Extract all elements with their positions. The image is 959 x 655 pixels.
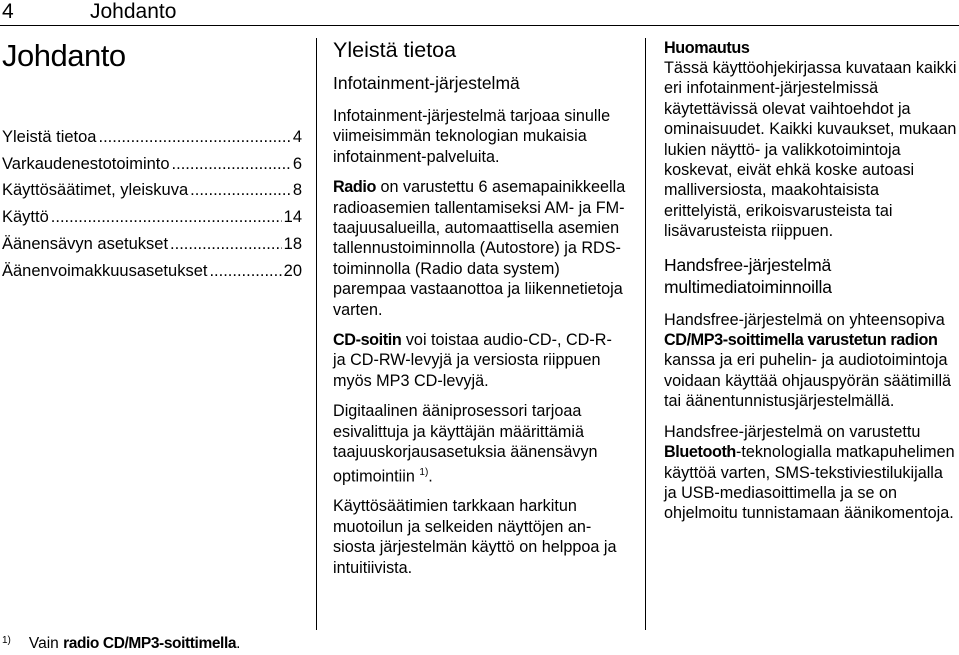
toc-item[interactable]: [2, 231, 302, 258]
hf-term: CD/MP3-soittimella varustetun radion: [664, 331, 938, 350]
column-divider: [645, 38, 646, 630]
cd-text: voi toistaa audio-CD-, CD-R- ja CD-RW-levyjä ja versiosta riippuen myös MP3 CD-levyjä.: [333, 331, 612, 390]
note-column: [664, 38, 959, 534]
cd-paragraph: [333, 330, 628, 391]
subsection-title: Handsfree-järjestelmä multimediatoiminnoilla: [664, 254, 832, 297]
footnote-text: .: [236, 635, 241, 652]
table-of-contents: [2, 124, 302, 284]
footnote-term: radio CD/MP3-soittimella: [63, 635, 237, 652]
toc-label: Äänensävyn asetukset: [2, 234, 169, 253]
toc-leader: [170, 231, 282, 258]
hf-text: kanssa ja eri puhelin- ja audiotoimintoja voidaan käyttää ohjauspyörän säätimillä tai äänentunnistusjärjestelmällä.: [664, 351, 952, 411]
note-title: Huomautus: [664, 39, 750, 57]
header-rule: [0, 25, 959, 26]
radio-paragraph: [333, 177, 628, 320]
toc-leader: [172, 151, 291, 178]
toc-page: 14: [283, 208, 302, 227]
toc-page: 4: [292, 128, 302, 146]
toc-page: 18: [283, 234, 302, 253]
section-title: Yleistä tietoa: [333, 38, 457, 62]
chapter-title: Johdanto: [2, 38, 126, 73]
column-divider: [316, 38, 317, 630]
toc-item[interactable]: [2, 204, 302, 231]
intro-paragraph: Infotainment-järjestelmä tarjoaa sinulle viimeisimmän teknologian mukaisia infotainment-palveluita.: [333, 107, 611, 166]
footnote: [2, 635, 240, 653]
radio-term: Radio: [333, 178, 376, 197]
controls-paragraph: Käyttösäätimien tarkkaan harkitun muotoilun ja selkeiden näyttöjen ansiosta järjestelmän käyttö on helppoa ja intuitiivista.: [333, 497, 617, 577]
toc-label: Käyttö: [2, 208, 49, 227]
handsfree-paragraph: [664, 310, 959, 412]
toc-item[interactable]: [2, 258, 302, 285]
toc-page: 6: [292, 154, 302, 173]
bluetooth-term: Bluetooth: [664, 443, 736, 462]
radio-text: on varustettu 6 asemapainikkeella radioasemien tallentamiseksi AM- ja FM-taajuusalueilla, automaattisella asemien tallennustoiminnolla (Autostore) ja RDS-toiminnolla (Radio data system) parempaa vastaanottoa ja liikennetietoja varten.: [333, 178, 626, 319]
cd-term: CD-soitin: [333, 331, 402, 350]
bt-text: Handsfree-järjestelmä on varustettu: [664, 422, 921, 441]
bt-text: -teknologialla matkapuhelimen käyttöä varten, SMS-tekstiviestilukijalla ja USB-mediasoittimella ja se on ohjelmoitu tunnistamaan äänikomentoja.: [664, 443, 955, 523]
page-number: 4: [2, 0, 14, 23]
toc-label: Yleistä tietoa: [2, 128, 97, 146]
bluetooth-paragraph: [664, 422, 959, 524]
general-info-column: [333, 38, 628, 588]
toc-item[interactable]: [2, 124, 302, 151]
toc-leader: [190, 177, 291, 204]
toc-leader: [209, 258, 281, 285]
note-box: [664, 38, 959, 242]
running-header: Johdanto: [90, 0, 177, 23]
toc-label: Varkaudenestotoiminto: [2, 154, 170, 173]
dsp-text: Digitaalinen ääniprosessori tarjoaa esivalittuja ja käyttäjän määrittämiä taajuuskorjausasetuksia äänensävyn optimointiin: [333, 402, 598, 485]
toc-page: 8: [292, 181, 302, 200]
toc-label: Käyttösäätimet, yleiskuva: [2, 181, 189, 200]
footnote-text: Vain: [28, 635, 64, 652]
toc-leader: [98, 124, 290, 151]
toc-label: Äänenvoimakkuusasetukset: [2, 261, 208, 280]
hf-text: Handsfree-järjestelmä on yhteensopiva: [664, 310, 945, 329]
subsection-title: Infotainment-järjestelmä: [333, 73, 520, 93]
toc-leader: [51, 204, 282, 231]
dsp-paragraph: [333, 401, 628, 486]
toc-page: 20: [283, 261, 302, 280]
toc-item[interactable]: [2, 177, 302, 204]
footnote-mark: 1): [2, 635, 11, 646]
dsp-end: .: [428, 466, 433, 485]
note-text: Tässä käyttöohjekirjassa kuvataan kaikki eri infotainment-järjestelmissä käytettävissä olevat vaihtoehdot ja ominaisuudet. Kaikki kuvaukset, mukaan lukien näyttö- ja valikkotoimintoja koskevat, eivät ehkä koske autoasi malliversiosta, maakohtaisista erittelyistä, erikoisvarusteista tai lisävarusteista riippuen.: [664, 59, 957, 241]
footnote-ref[interactable]: 1): [419, 466, 429, 478]
toc-item[interactable]: [2, 151, 302, 178]
